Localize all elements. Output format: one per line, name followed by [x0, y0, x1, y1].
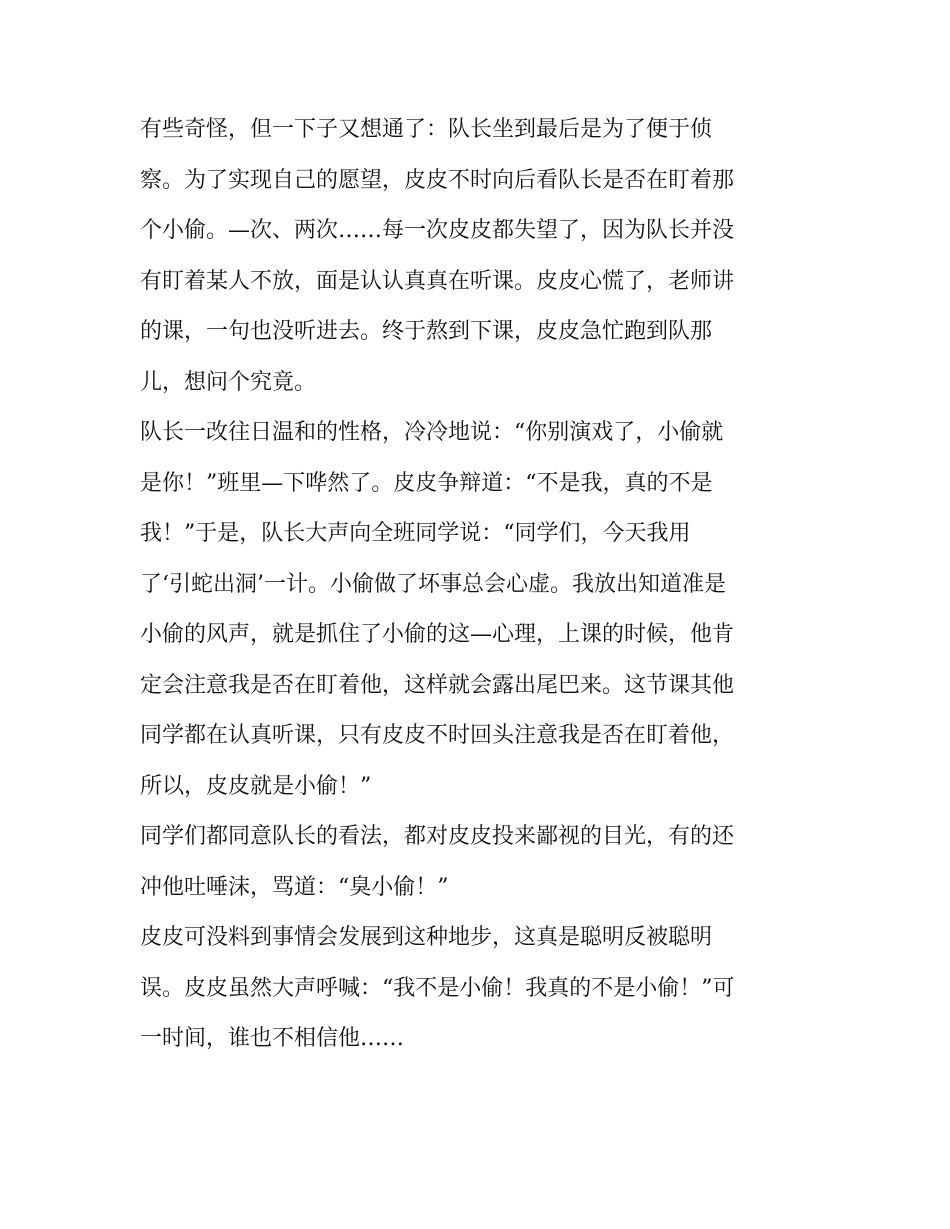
text-line: 是你！”班里—下哗然了。皮皮争辩道：“不是我，真的不是 [140, 470, 713, 496]
text-line: 同学们都同意队长的看法，都对皮皮投来鄙视的目光，有的还 [140, 824, 735, 849]
text-line: 冲他吐唾沫，骂道：“臭小偷！” [140, 874, 449, 900]
text-line: 儿，想问个究竟。 [140, 369, 317, 395]
text-line: 有盯着某人不放，面是认认真真在听课。皮皮心慌了，老师讲 [140, 268, 735, 294]
text-line: 个小偷。—次、两次……每一次皮皮都失望了，因为队长并没 [140, 218, 735, 243]
text-line: 有些奇怪，但一下子又想通了：队长坐到最后是为了便于侦 [140, 117, 713, 142]
story-text [140, 105, 820, 1065]
text-line: 的课，一句也没听进去。终于熬到下课，皮皮急忙跑到队那 [140, 319, 713, 344]
text-line: 一时间，谁也不相信他…… [140, 1026, 405, 1051]
text-line: 我！”于是，队长大声向全班同学说：“同学们，今天我用 [140, 521, 691, 546]
text-line: 同学都在认真听课，只有皮皮不时回头注意我是否在盯着他， [140, 723, 735, 748]
text-line: 察。为了实现自己的愿望，皮皮不时向后看队长是否在盯着那 [140, 167, 735, 193]
text-line: 误。皮皮虽然大声呼喊：“我不是小偷！我真的不是小偷！”可 [140, 975, 735, 1001]
text-line: 皮皮可没料到事情会发展到这种地步，这真是聪明反被聪明 [140, 925, 713, 950]
text-line: 小偷的风声，就是抓住了小偷的这—心理，上课的时候，他肯 [140, 622, 735, 647]
text-line: 队长一改往日温和的性格，冷冷地说：“你别演戏了，小偷就 [140, 420, 724, 445]
text-line: 了‘引蛇出洞’一计。小偷做了坏事总会心虚。我放出知道准是 [140, 571, 726, 597]
text-line: 所以，皮皮就是小偷！” [140, 773, 372, 799]
text-line: 定会注意我是否在盯着他，这样就会露出尾巴来。这节课其他 [140, 672, 735, 698]
